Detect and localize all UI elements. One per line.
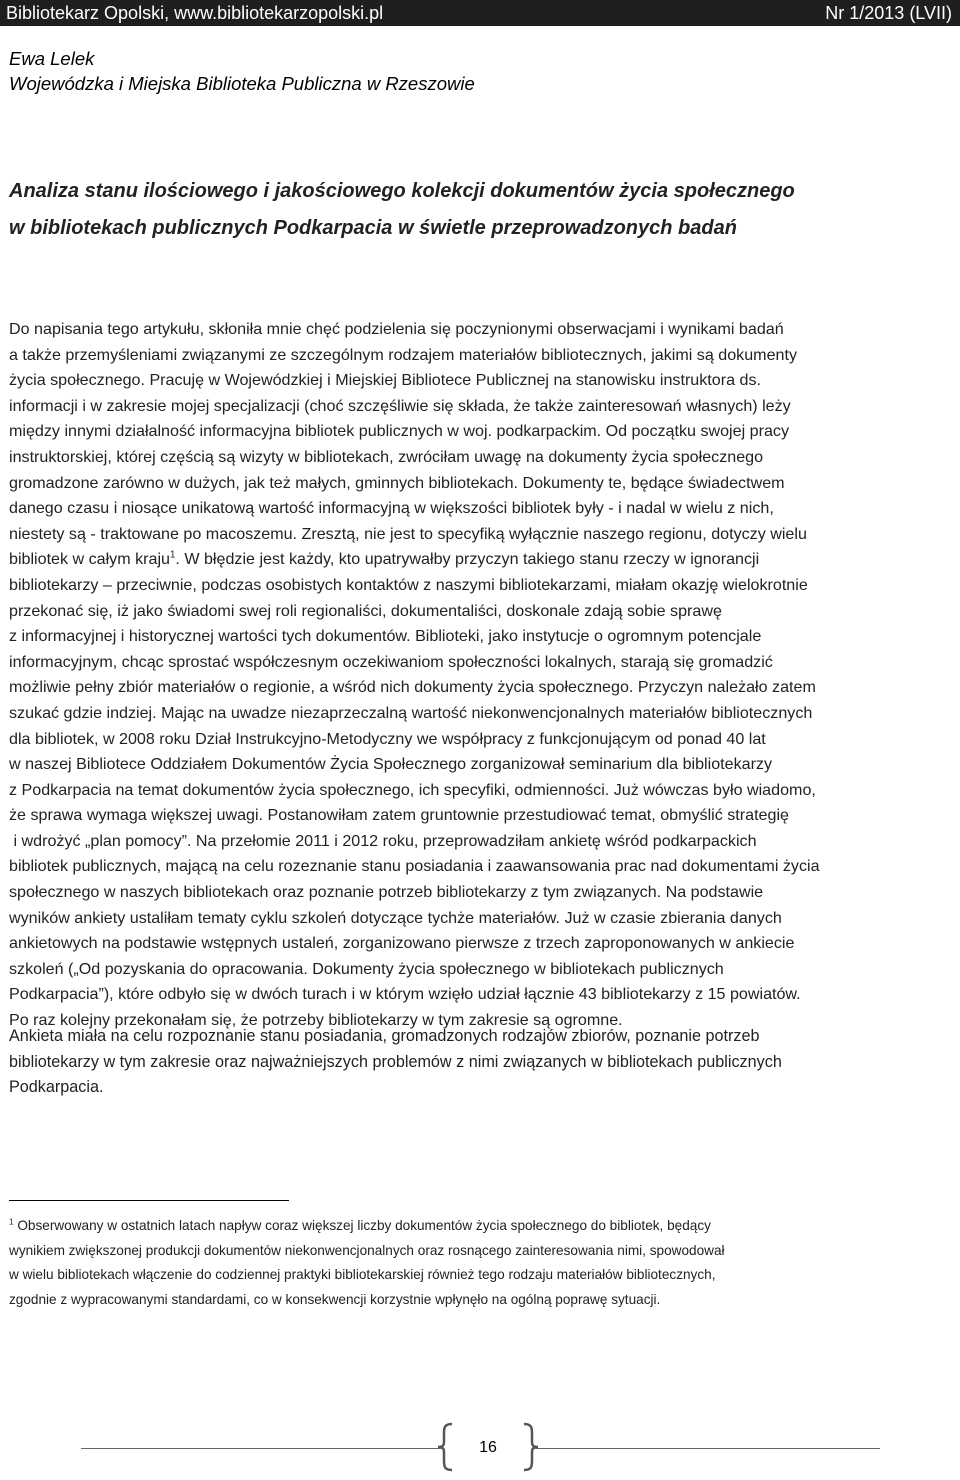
page-number: 16 <box>479 1439 497 1456</box>
article-title <box>9 173 795 247</box>
left-brace-icon <box>436 1422 458 1472</box>
page-footer <box>0 1420 960 1480</box>
text-line: informacji i w zakresie mojej specjalizacji (choć szczęśliwie się składa, że także zainteresowań własnych) leży <box>9 396 791 415</box>
text-segment: . W błędzie jest każdy, kto upatrywałby przyczyn takiego stanu rzeczy w ignorancji <box>175 550 760 569</box>
text-line: ankietowych na podstawie wstępnych ustaleń, zorganizowano pierwsze z trzech zaproponowanych w ankiecie <box>9 934 795 953</box>
text-line: a także przemyśleniami związanymi ze szczególnym rodzajem materiałów bibliotecznych, jakimi są dokumenty <box>9 345 797 364</box>
author-name: Ewa Lelek <box>9 48 95 69</box>
text-line: wyników ankiety ustaliłam tematy cyklu szkoleń dotyczące tychże materiałów. Już w czasie zbierania danych <box>9 908 782 927</box>
text-line: dla bibliotek, w 2008 roku Dział Instrukcyjno-Metodyczny we współpracy z funkcjonującym od ponad 40 lat <box>9 729 766 748</box>
article-title-line: w bibliotekach publicznych Podkarpacia w świetle przeprowadzonych badań <box>9 217 737 239</box>
footer-rule-right <box>534 1448 880 1449</box>
footer-rule-left <box>81 1448 441 1449</box>
text-line: Do napisania tego artykułu, skłoniła mnie chęć podzielenia się poczynionymi obserwacjami i wynikami badań <box>9 320 784 338</box>
body-paragraph-1 <box>9 317 820 1034</box>
text-line: szkoleń („Od pozyskania do opracowania. Dokumenty życia społecznego w bibliotekach publicznych <box>9 959 724 978</box>
text-line: społecznego w naszych bibliotekach oraz poznanie potrzeb bibliotekarzy z tym związanych. Na podstawie <box>9 883 764 902</box>
text-line: że sprawa wymaga większej uwagi. Postanowiłam zatem gruntownie przestudiować temat, obmyślić strategię <box>9 806 789 825</box>
text-line: Podkarpacia”), które odbyło się w dwóch turach i w którym wzięło udział łącznie 43 bibliotekarzy z 15 powiatów. <box>9 985 801 1004</box>
text-line: przekonać się, iż jako świadomi swej roli regionaliści, dokumentaliści, doskonale zdają sobie sprawę <box>9 601 722 620</box>
right-brace-icon <box>518 1422 540 1472</box>
footnote-line: w wielu bibliotekach włączenie do codziennej praktyki bibliotekarskiej również tego rodzaju materiałów bibliotecznych, <box>9 1267 716 1282</box>
footnote-reference[interactable]: 1 <box>170 549 176 561</box>
text-line-with-footnote-ref <box>9 547 820 573</box>
text-segment: bibliotek w całym kraju <box>9 550 170 569</box>
text-line: z Podkarpacia na temat dokumentów życia społecznego, ich specyfiki, odmienności. Już wówczas było wiadomo, <box>9 780 816 799</box>
body-paragraph-2 <box>9 1024 782 1101</box>
footnote-line: zgodnie z wypracowanymi standardami, co w konsekwencji korzystnie wpłynęło na ogólną poprawę sytuacji. <box>9 1291 661 1307</box>
text-line: Podkarpacia. <box>9 1078 104 1097</box>
text-line: i wdrożyć „plan pomocy”. Na przełomie 2011 i 2012 roku, przeprowadziłam ankietę wśród podkarpackich <box>9 831 757 850</box>
footnote-number: 1 <box>9 1217 14 1227</box>
header-issue-number: Nr 1/2013 (LVII) <box>825 3 952 23</box>
article-title-line: Analiza stanu ilościowego i jakościowego kolekcji dokumentów życia społecznego <box>9 180 795 202</box>
text-line: możliwie pełny zbiór materiałów o regionie, a wśród nich dokumenty życia społecznego. Przyczyn należało zatem <box>9 678 816 697</box>
header-journal-link[interactable]: Bibliotekarz Opolski, www.bibliotekarzopolski.pl <box>6 3 384 23</box>
text-line: informacyjnym, chcąc sprostać współczesnym oczekiwaniom społeczności lokalnych, starają się gromadzić <box>9 652 773 671</box>
text-line: bibliotekarzy w tym zakresie oraz najważniejszych problemów z nimi związanych w bibliotekach publicznych <box>9 1052 782 1071</box>
text-line: danego czasu i niosące unikatową wartość informacyjną w większości bibliotek były - i nadal w wielu z nich, <box>9 499 774 518</box>
text-line: niestety są - traktowane po macoszemu. Zresztą, nie jest to specyfiką wyłącznie naszego regionu, dotyczy wielu <box>9 524 807 543</box>
text-line: życia społecznego. Pracuję w Wojewódzkiej i Miejskiej Bibliotece Publicznej na stanowisku instruktora ds. <box>9 371 761 390</box>
footnote <box>9 1214 725 1312</box>
text-line: bibliotek publicznych, mającą na celu rozeznanie stanu posiadania i zaawansowania prac nad dokumentami życia <box>9 857 820 876</box>
text-line: gromadzone zarówno w dużych, jak też małych, gminnych bibliotekach. Dokumenty te, będące świadectwem <box>9 473 785 492</box>
footnote-line: wynikiem zwiększonej produkcji dokumentów niekonwencjonalnych oraz rosnącego zainteresowania nimi, spowodował <box>9 1242 725 1258</box>
text-line: w naszej Bibliotece Oddziałem Dokumentów Życia Społecznego zorganizował seminarium dla bibliotekarzy <box>9 755 773 774</box>
text-line: z informacyjnej i historycznej wartości tych dokumentów. Biblioteki, jako instytucje o ogromnym potencjale <box>9 627 762 646</box>
text-line: Ankieta miała na celu rozpoznanie stanu posiadania, gromadzonych rodzajów zbiorów, poznanie potrzeb <box>9 1027 760 1045</box>
text-line: Po raz kolejny przekonałam się, że potrzeby bibliotekarzy w tym zakresie są ogromne. <box>9 1011 623 1030</box>
author-affiliation: Wojewódzka i Miejska Biblioteka Publiczna w Rzeszowie <box>9 73 475 94</box>
text-line: między innymi działalność informacyjna bibliotek publicznych w woj. podkarpackim. Od początku swojej pracy <box>9 422 789 441</box>
author-block <box>9 46 475 96</box>
text-line: instruktorskiej, której częścią są wizyty w bibliotekach, zwróciłam uwagę na dokumenty życia społecznego <box>9 447 764 466</box>
footnote-separator <box>9 1200 289 1201</box>
running-header <box>0 0 960 26</box>
text-line: bibliotekarzy – przeciwnie, podczas osobistych kontaktów z naszymi bibliotekarzami, miałam okazję wielokrotnie <box>9 575 808 594</box>
text-line: szukać gdzie indziej. Mając na uwadze niezaprzeczalną wartość niekonwencjonalnych materiałów bibliotecznych <box>9 703 813 722</box>
text-segment: Obserwowany w ostatnich latach napływ coraz większej liczby dokumentów życia społecznego do bibliotek, będący <box>13 1218 711 1233</box>
footnote-line <box>9 1214 725 1239</box>
